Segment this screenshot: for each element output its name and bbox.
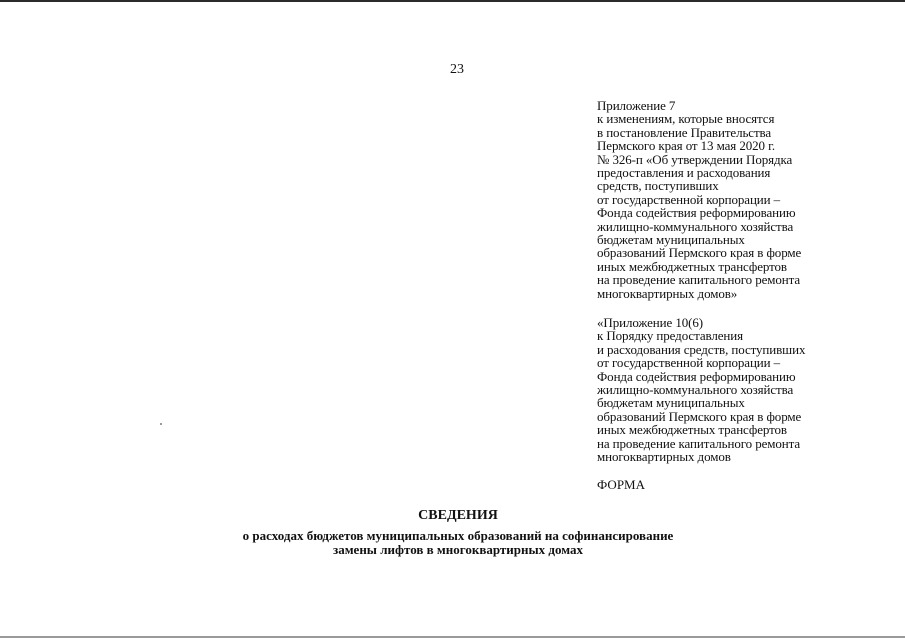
annex-amendments-line: образований Пермского края в форме [597,245,802,261]
annex-amendments-line: Фонда содействия реформированию [597,205,796,221]
annex-amendments-line: предоставления и расходования [597,165,771,181]
annex-amendments-line: к изменениям, которые вносятся [597,111,775,127]
annex-procedure-line: бюджетам муниципальных [597,395,745,411]
annex-amendments-line: от государственной корпорации – [597,191,781,207]
annex-amendments-line: бюджетам муниципальных [597,232,745,248]
annex-amendments-line: жилищно-коммунального хозяйства [597,218,794,234]
scan-edge-bottom [0,636,905,638]
annex-amendments-line: Пермского края от 13 мая 2020 г. [597,138,776,154]
annex-procedure-line: Фонда содействия реформированию [597,368,796,384]
annex-amendments-line: многоквартирных домов» [597,285,738,301]
annex-procedure-line: и расходования средств, поступивших [597,341,806,357]
annex-procedure-line: на проведение капитального ремонта [597,435,801,451]
document-subtitle [0,529,905,556]
document-subtitle-line: о расходах бюджетов муниципальных образований на софинансирование [242,528,674,543]
scan-edge-top [0,0,905,2]
annex-procedure-line: от государственной корпорации – [597,355,781,371]
annex-amendments-line: в постановление Правительства [597,124,772,140]
annex-amendments-line: на проведение капитального ремонта [597,272,801,288]
annex-procedure-line: жилищно-коммунального хозяйства [597,382,794,398]
document-subtitle-line: замены лифтов в многоквартирных домах [332,541,584,557]
annex-procedure-heading [597,316,897,463]
annex-amendments-line: иных межбюджетных трансфертов [597,258,787,274]
annex-procedure-line: образований Пермского края в форме [597,408,802,424]
form-label: ФОРМА [597,477,645,492]
annex-amendments-line: средств, поступивших [597,178,719,194]
document-title: СВЕДЕНИЯ [418,508,498,523]
scan-speck [160,423,162,425]
annex-procedure-line: к Порядку предоставления [597,328,744,344]
annex-procedure-line: «Приложение 10(6) [597,315,703,330]
annex-procedure-line: многоквартирных домов [597,449,731,465]
annex-amendments-heading [597,99,897,300]
annex-amendments-line: № 326-п «Об утверждении Порядка [597,151,793,167]
annex-amendments-line: Приложение 7 [597,98,676,113]
annex-procedure-line: иных межбюджетных трансфертов [597,422,787,438]
page-number: 23 [450,62,464,77]
